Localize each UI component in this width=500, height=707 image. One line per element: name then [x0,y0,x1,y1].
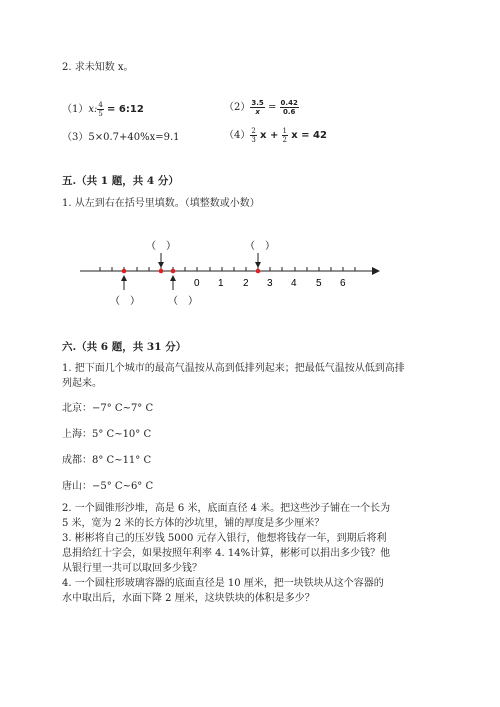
fraction-denominator: x [255,108,260,116]
equation-variable: x: [88,104,98,115]
fraction-numerator: 1 [282,127,287,135]
red-point [122,269,127,274]
question-text: 2. 一个圆锥形沙堆，高是 6 米，底面直径 4 米。把这些沙子铺在一个长为 5 米，宽为 2 米的长方体的沙坑里，铺的厚度是多少厘米？ [62,503,391,529]
arrowhead-down-icon [255,262,261,268]
arrowhead-down-icon [158,262,164,268]
arrowhead-up-icon [170,275,176,281]
fraction-denominator: 0.6 [282,108,296,116]
city-temperature: 北京：−7° C~7° C [62,403,154,414]
question-text: 列起来。 [62,378,102,389]
section-heading: 六.（共 6 题，共 31 分） [62,341,187,353]
equation-mid: x + [260,130,279,141]
fraction-denominator: 2 [282,136,287,144]
city-temperature: 上海：5° C~10° C [62,429,152,440]
answer-bracket: （ ） [110,296,140,307]
tick-label: 5 [316,278,322,289]
equals-sign: = [267,102,277,113]
fraction-numerator: 4 [98,101,103,109]
tick-label: 3 [267,278,273,289]
question-title: 2. 求未知数 x。 [62,62,134,73]
fraction-numerator: 0.42 [280,99,298,107]
city-temperature: 唐山：−5° C~6° C [62,481,154,492]
tick-label: 6 [340,278,346,289]
answer-bracket: （ ） [146,241,176,252]
arrowhead-up-icon [121,275,127,281]
city-temperature: 成都：8° C~11° C [62,455,152,466]
tick-label: 4 [291,278,297,289]
question-text: 3. 彬彬将自己的压岁钱 5000 元存入银行，他想将钱存一年，到期后将利息捐给红十字会，如果按照年利率 4. 14%计算，彬彬可以捐出多少钱？他从银行里一共可以取回多少钱？ [62,533,391,574]
fraction-denominator: 5 [98,110,103,118]
question-text: 1. 从左到右在括号里填数。（填整数或小数） [62,198,260,209]
equation-rest: = 6:12 [107,104,144,115]
red-point [256,269,261,274]
red-point [171,269,176,274]
equation-label: （1） [62,104,89,115]
fraction-numerator: 2 [251,127,256,135]
answer-bracket: （ ） [168,296,198,307]
question-text: 4. 一个圆柱形玻璃容器的底面直径是 10 厘米，把一块铁块从这个容器的水中取出后，水面下降 2 厘米，这块铁块的体积是多少？ [62,578,384,604]
fraction-denominator: 3 [251,136,256,144]
equation-label: （2） [224,102,251,113]
equation-label: （4） [224,130,251,141]
answer-bracket: （ ） [245,241,275,252]
tick-marks [100,267,355,271]
tick-label: 1 [218,278,224,289]
tick-label: 0 [194,278,200,289]
fraction-numerator: 3.5 [251,99,264,107]
question-text: 1. 把下面几个城市的最高气温按从高到低排列起来；把最低气温按从低到高排 [62,363,405,374]
red-point [159,269,164,274]
equation-3: （3）5×0.7+40%x=9.1 [62,132,180,143]
section-heading: 五.（共 1 题，共 4 分） [62,175,179,187]
arrow-right-icon [372,267,380,275]
equation-rest: x = 42 [291,130,327,141]
tick-label: 2 [243,278,249,289]
